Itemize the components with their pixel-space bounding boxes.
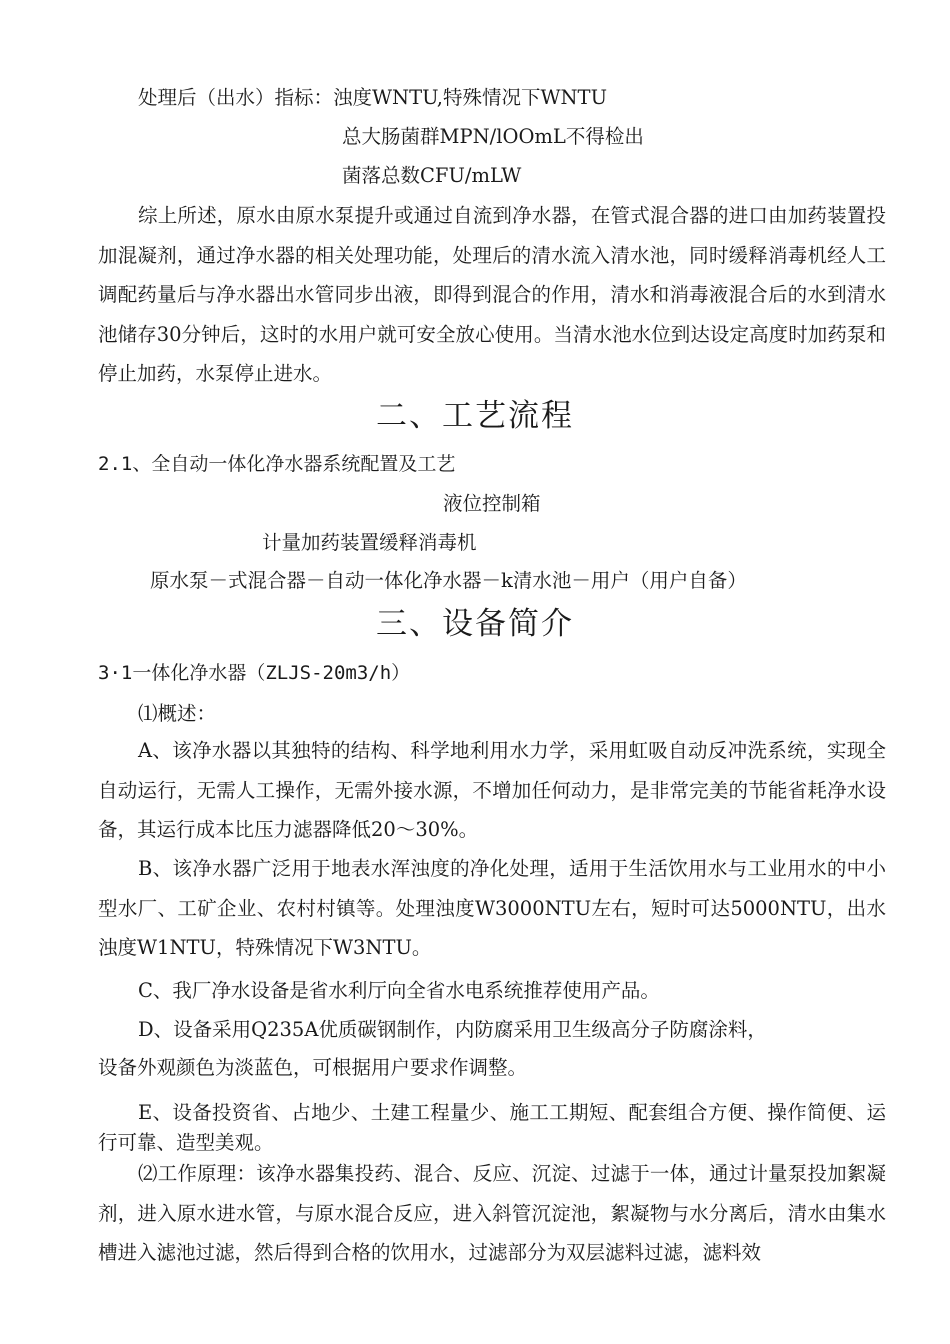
colony-count-line: 菌落总数CFU/mLW	[342, 164, 522, 187]
overview-label: ⑴概述：	[138, 702, 217, 725]
item-a-paragraph: A、该净水器以其独特的结构、科学地利用水力学，采用虹吸自动反冲洗系统，实现全自动运行，无需人工操作，无需外接水源，不增加任何动力，是非常完美的节能省耗净水设备，其运行成本比压力滤器降低20〜30%。	[98, 739, 886, 841]
item-e-paragraph: E、设备投资省、占地少、土建工程量少、施工工期短、配套组合方便、操作简便、运行可靠、造型美观。	[98, 1101, 886, 1154]
section-2-title: 二、工艺流程	[376, 398, 574, 434]
item-d-line-1: D、设备采用Q235A优质碳钢制作，内防腐采用卫生级高分子防腐涂料，	[138, 1018, 767, 1041]
flow-main-process: 原水泵－式混合器－自动一体化净水器－k清水池－用户（用户自备）	[150, 569, 747, 592]
item-d-line-2: 设备外观颜色为淡蓝色，可根据用户要求作调整。	[98, 1056, 528, 1079]
flow-dosing-device: 计量加药装置缓释消毒机	[262, 531, 477, 554]
summary-paragraph: 综上所述，原水由原水泵提升或通过自流到净水器，在管式混合器的进口由加药装置投加混凝剂，通过净水器的相关处理功能，处理后的清水流入清水池，同时缓释消毒机经人工调配药量后与净水器出水管同步出液，即得到混合的作用，清水和消毒液混合后的水到清水池储存30分钟后，这时的水用户就可安全放心使用。当清水池水位到达设定高度时加药泵和停止加药，水泵停止进水。	[98, 204, 886, 385]
item-c-line: C、我厂净水设备是省水利厅向全省水电系统推荐使用产品。	[138, 979, 660, 1002]
section-3-title: 三、设备简介	[376, 606, 574, 642]
coliform-line: 总大肠菌群MPN/lOOmL不得检出	[342, 125, 644, 148]
section-3-1-subtitle: 3·1一体化净水器（ZLJS-20m3/h）	[98, 662, 411, 684]
effluent-indicator-line: 处理后（出水）指标：浊度WNTU,特殊情况下WNTU	[138, 86, 607, 109]
flow-level-control-box: 液位控制箱	[443, 492, 541, 515]
section-2-1-subtitle: 2.1、全自动一体化净水器系统配置及工艺	[98, 453, 456, 475]
item-b-paragraph: B、该净水器广泛用于地表水浑浊度的净化处理，适用于生活饮用水与工业用水的中小型水厂、工矿企业、农村村镇等。处理浊度W3000NTU左右，短时可达5000NTU，出水浊度W1NTU，特殊情况下W3NTU。	[98, 857, 886, 959]
working-principle-paragraph: ⑵工作原理：该净水器集投药、混合、反应、沉淀、过滤于一体，通过计量泵投加絮凝剂，进入原水进水管，与原水混合反应，进入斜管沉淀池，絮凝物与水分离后，清水由集水槽进入滤池过滤，然后得到合格的饮用水，过滤部分为双层滤料过滤，滤料效	[98, 1162, 886, 1264]
